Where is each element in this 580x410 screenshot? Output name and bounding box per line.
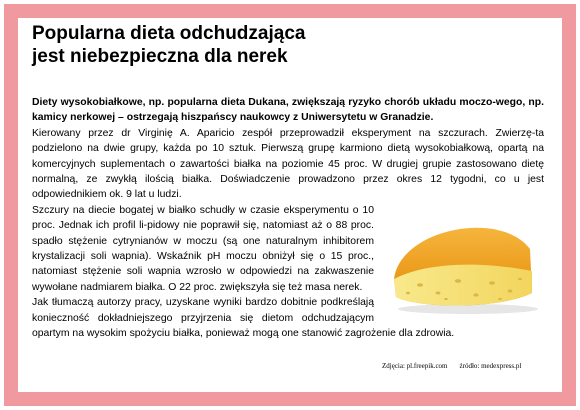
paragraph-2: Szczury na diecie bogatej w białko schudły w czasie eksperymentu o 10 proc. Jednak ich profil li-pidowy nie poprawił się, natomiast aż o 88 proc. spadło stężenie cytrynianów w moczu (są one naturalnym inhibitorem krystalizacji soli wapnia). Wskaźnik pH moczu obniżył się o 15 proc., natomiast stężenie soli wapnia wzrosło w odpowiedzi na zakwaszenie wywołane nadmiarem białka. O 22 proc. zwiększyła się też masa nerek. xyxy=(32,204,374,293)
title-line-2: jest niebezpieczna dla nerek xyxy=(32,46,288,67)
cheese-illustration xyxy=(380,209,544,316)
source-credit: źródło: medexpress.pl xyxy=(459,362,522,370)
cheese-image xyxy=(380,209,544,316)
article-body xyxy=(32,95,544,342)
paragraph-1: Kierowany przez dr Virginię A. Aparicio zespół przeprowadził eksperyment na szczurach. Zwierzę-ta podzielono na dwie grupy, każda po 10 sztuk. Pierwszą grupę karmiono dietą wysokobiałkową, opartą na komercyjnych suplementach o zawartości białka na poziomie 45 proc. W drugiej grupie zastosowano dietę normalną, ze zwykłą ilością białka. Doświadczenie prowadzono przez okres 12 tygodni, co u jest odpowiednikiem ok. 9 lat u ludzi. xyxy=(32,127,544,201)
credits xyxy=(382,362,552,371)
title-line-1: Popularna dieta odchudzająca xyxy=(32,23,306,44)
photo-credit: Zdjęcia: pl.freepik.com xyxy=(382,362,448,370)
paragraph-3: Jak tłumaczą autorzy pracy, uzyskane wyniki bardzo dobitnie podkreślają konieczność dokładniejszego przyjrzenia się dietom odchudzającym opartym na wysokim spożyciu białka, ponieważ mogą one stanowić zagrożenie dla zdrowia. xyxy=(32,297,455,340)
lead-paragraph: Diety wysokobiałkowe, np. popularna dieta Dukana, zwiększają ryzyko chorób układu moczo-wego, np. kamicy nerkowej – ostrzegają hiszpańscy naukowcy z Uniwersytetu w Granadzie. xyxy=(32,97,544,124)
page-title xyxy=(32,22,472,68)
